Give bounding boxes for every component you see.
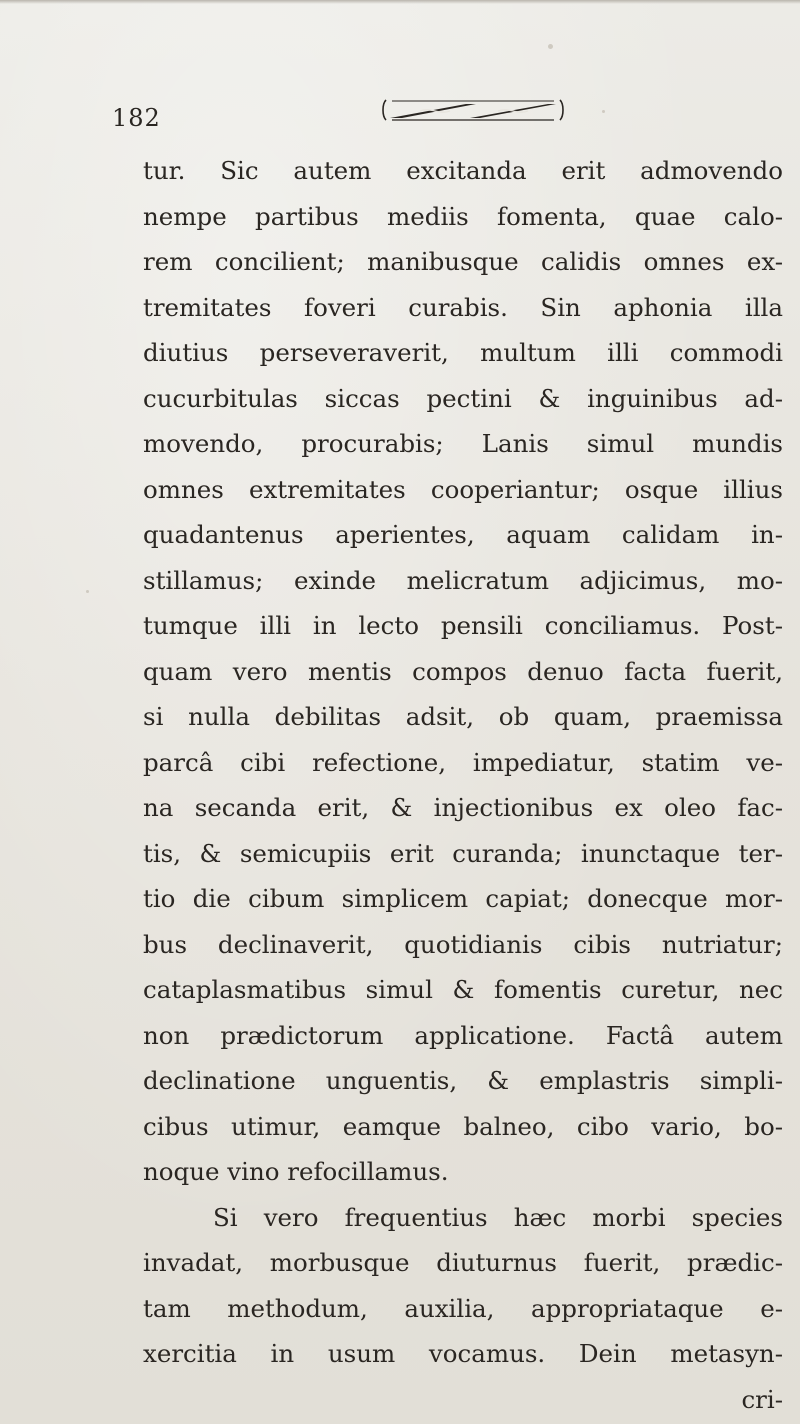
body-text [143, 148, 783, 1422]
text-line: non prædictorum applicatione. Factâ autem [143, 1020, 783, 1050]
text-line: xercitia in usum vocamus. Dein metasyn- [143, 1339, 783, 1368]
header-ornament [380, 96, 566, 124]
text-line: cucurbitulas siccas pectini & inguinibus ad- [143, 383, 783, 413]
text-line: cataplasmatibus simul & fomentis curetur, nec [143, 975, 783, 1004]
page-top-edge [0, 0, 800, 4]
text-line: tis, & semicupiis erit curanda; inunctaque ter- [143, 838, 783, 868]
catchword: cri- [741, 1384, 783, 1414]
paragraph-first-line: Si vero frequentius hæc morbi species [213, 1202, 783, 1232]
text-line: tam methodum, auxilia, appropriataque e- [143, 1293, 783, 1323]
text-line: tur. Sic autem excitanda erit admovendo [143, 156, 783, 185]
text-line: diutius perseveraverit, multum illi commodi [143, 338, 783, 367]
text-line: stillamus; exinde melicratum adjicimus, mo- [143, 565, 783, 595]
paper-speck [602, 110, 605, 113]
text-line: tumque illi in lecto pensili conciliamus. Post- [143, 611, 783, 640]
text-line: quadantenus aperientes, aquam calidam in- [143, 520, 783, 549]
text-line: noque vino refocillamus. [143, 1157, 449, 1186]
text-line: parcâ cibi refectione, impediatur, statim ve- [143, 747, 783, 777]
text-line: cibus utimur, eamque balneo, cibo vario, bo- [143, 1111, 783, 1141]
text-line: tio die cibum simplicem capiat; donecque mor- [143, 884, 783, 913]
text-line: rem concilient; manibusque calidis omnes ex- [143, 247, 783, 276]
text-line: omnes extremitates cooperiantur; osque illius [143, 474, 783, 504]
text-line: nempe partibus mediis fomenta, quae calo- [143, 201, 783, 231]
text-line: quam vero mentis compos denuo facta fuerit, [143, 656, 783, 686]
text-line: si nulla debilitas adsit, ob quam, praemissa [143, 702, 783, 731]
paper-speck [548, 44, 553, 49]
text-line: invadat, morbusque diuturnus fuerit, prædic- [143, 1248, 783, 1277]
page-number: 182 [112, 104, 161, 132]
text-line: declinatione unguentis, & emplastris simpli- [143, 1066, 783, 1095]
text-line: tremitates foveri curabis. Sin aphonia illa [143, 292, 783, 322]
paper-speck [86, 590, 89, 593]
text-line: bus declinaverit, quotidianis cibis nutriatur; [143, 929, 783, 959]
text-line: movendo, procurabis; Lanis simul mundis [143, 429, 783, 458]
text-line: na secanda erit, & injectionibus ex oleo fac- [143, 793, 783, 822]
